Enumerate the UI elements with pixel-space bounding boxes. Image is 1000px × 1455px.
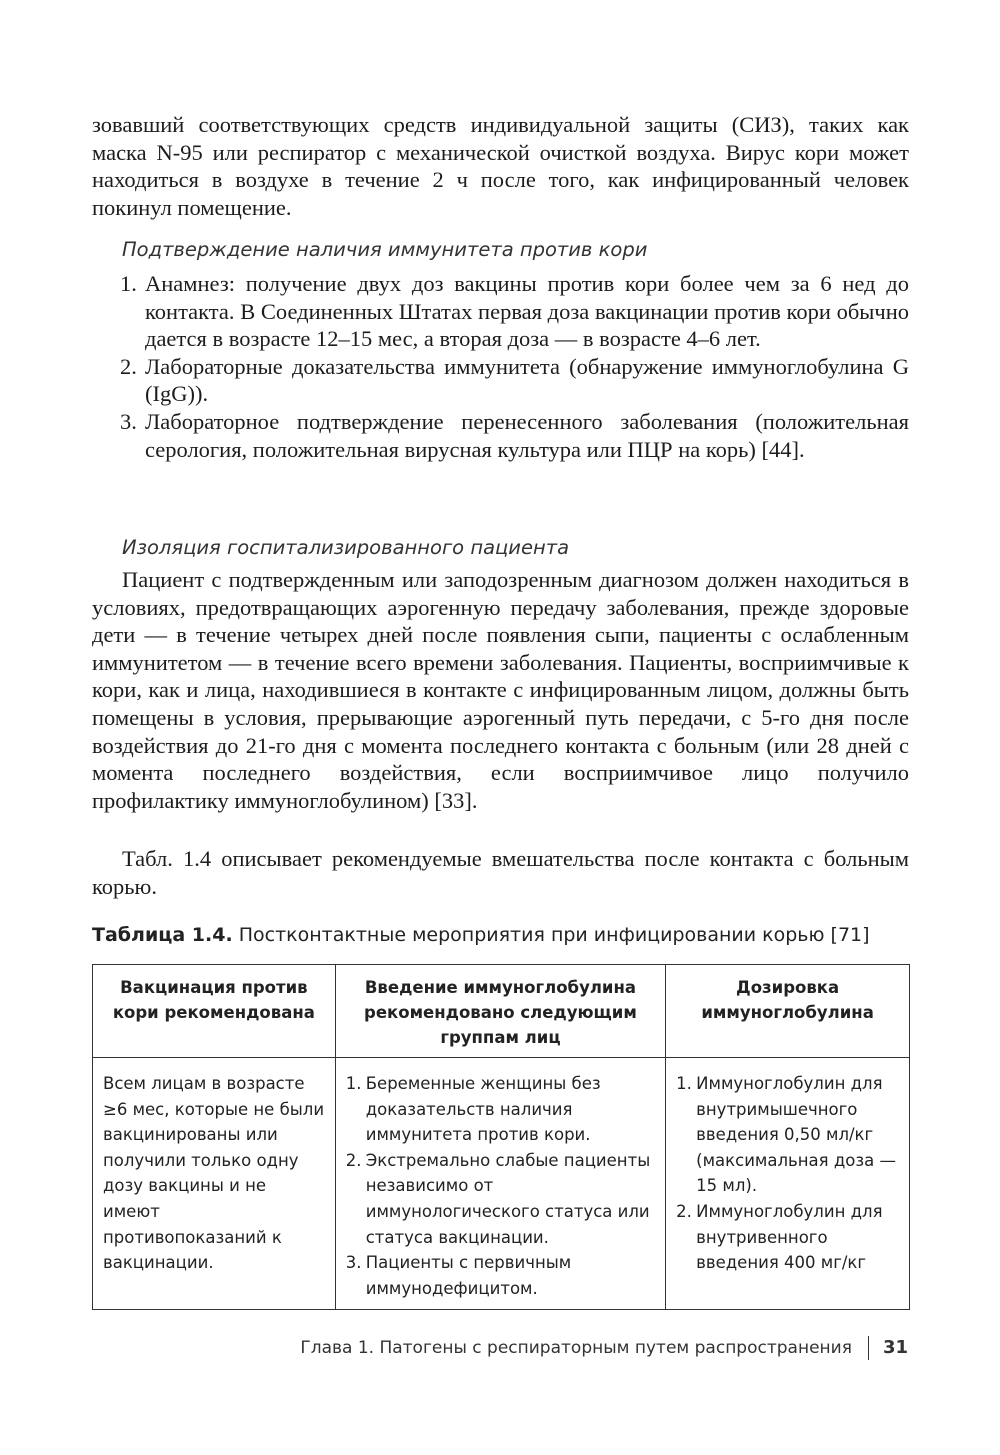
groups-list [346,1071,655,1301]
list-item [346,1250,655,1301]
list-item [676,1199,899,1276]
subheading-isolation: Изоляция госпитализированного пациента [122,536,570,559]
list-item-text: Иммуноглобулин для внутривенного введения 400 мг/кг [696,1201,883,1273]
page-footer [300,1335,908,1361]
list-item [676,1071,899,1199]
list-item [346,1071,655,1148]
table-row [93,1058,910,1310]
footer-separator [868,1336,869,1360]
list-item-text: Иммуноглобулин для внутримышечного введения 0,50 мл/кг (максимальная доза — 15 мл). [696,1074,896,1196]
list-item [92,270,909,353]
list-item [92,408,909,463]
table-header-row [93,965,910,1058]
immunity-list [92,270,909,463]
table-caption [92,922,870,948]
header-dosage: Дозировка иммуноглобулина [666,965,910,1058]
list-item-text: Лабораторное подтверждение перенесенного заболевания (положительная серология, положительная вирусная культура или ПЦР на корь) [44]. [145,408,909,462]
list-item-number: 3. [120,408,137,434]
list-item-text: Анамнез: получение двух доз вакцины против кори более чем за 6 нед до контакта. В Соединенных Штатах первая доза вакцинации против кори обычно дается в возрасте 12–15 мес, а вторая доза — в возрасте 4–6 лет. [145,271,909,352]
list-item-number: 1. [345,1074,362,1093]
subheading-immunity: Подтверждение наличия иммунитета против кори [122,238,648,261]
cell-vaccination: Всем лицам в возрасте ≥6 мес, которые не были вакцинированы или получили только одну дозу вакцины и не имеют противопоказаний к вакцинации. [93,1058,336,1310]
cell-dosage [666,1058,910,1310]
list-item-number: 1. [676,1074,692,1093]
list-item-text: Пациенты с первичным иммунодефицитом. [365,1253,572,1298]
list-item [346,1148,655,1250]
paragraph-isolation: Пациент с подтвержденным или заподозренным диагнозом должен находиться в условиях, предотвращающих аэрогенную передачу заболевания, прежде здоровые дети — в течение четырех дней после появления сыпи, пациенты с ослабленным иммунитетом — в течение всего времени заболевания. Пациенты, восприимчивые к кори, как и лица, находившиеся в контакте с инфицированным лицом, должны быть помещены в условия, прерывающие аэрогенный путь передачи, с 5-го дня после воздействия до 21-го дня с момента последнего контакта с больным (или 28 дней с момента последнего воздействия, если восприимчивое лицо получило профилактику иммуноглобулином) [33]. [92,567,909,813]
postexposure-table [92,964,910,1310]
list-item-text: Экстремально слабые пациенты независимо от иммунологического статуса или статуса вакцинации. [365,1150,651,1247]
paragraph-top: зовавший соответствующих средств индивидуальной защиты (СИЗ), таких как маска N-95 или респиратор с механической очисткой воздуха. Вирус кори может находиться в воздухе в течение 2 ч после того, как инфицированный человек покинул помещение. [92,112,909,220]
dosage-list [676,1071,899,1276]
paragraph-table-reference: Табл. 1.4 описывает рекомендуемые вмешательства после контакта с больным корью. [92,846,909,899]
table-caption-label: Таблица 1.4. [92,924,233,946]
footer-chapter-title: Глава 1. Патогены с респираторным путем распространения [300,1338,852,1358]
cell-immunoglobulin-groups [335,1058,665,1310]
list-item-number: 2. [676,1201,692,1221]
list-item-number: 2. [120,353,137,379]
list-item-number: 1. [120,271,137,296]
list-item-text: Беременные женщины без доказательств наличия иммунитета против кори. [365,1074,601,1145]
list-item-text: Лабораторные доказательства иммунитета (обнаружение иммуноглобулина G (IgG)). [145,353,909,407]
list-item-number: 3. [345,1253,362,1273]
table-caption-text: Постконтактные мероприятия при инфицировании корью [71] [232,924,870,946]
header-vaccination: Вакцинация против кори рекомендована [93,965,336,1058]
page-number: 31 [882,1337,908,1358]
list-item-number: 2. [345,1150,362,1170]
header-immunoglobulin-groups: Введение иммуноглобулина рекомендовано следующим группам лиц [335,965,665,1058]
list-item [92,353,909,408]
